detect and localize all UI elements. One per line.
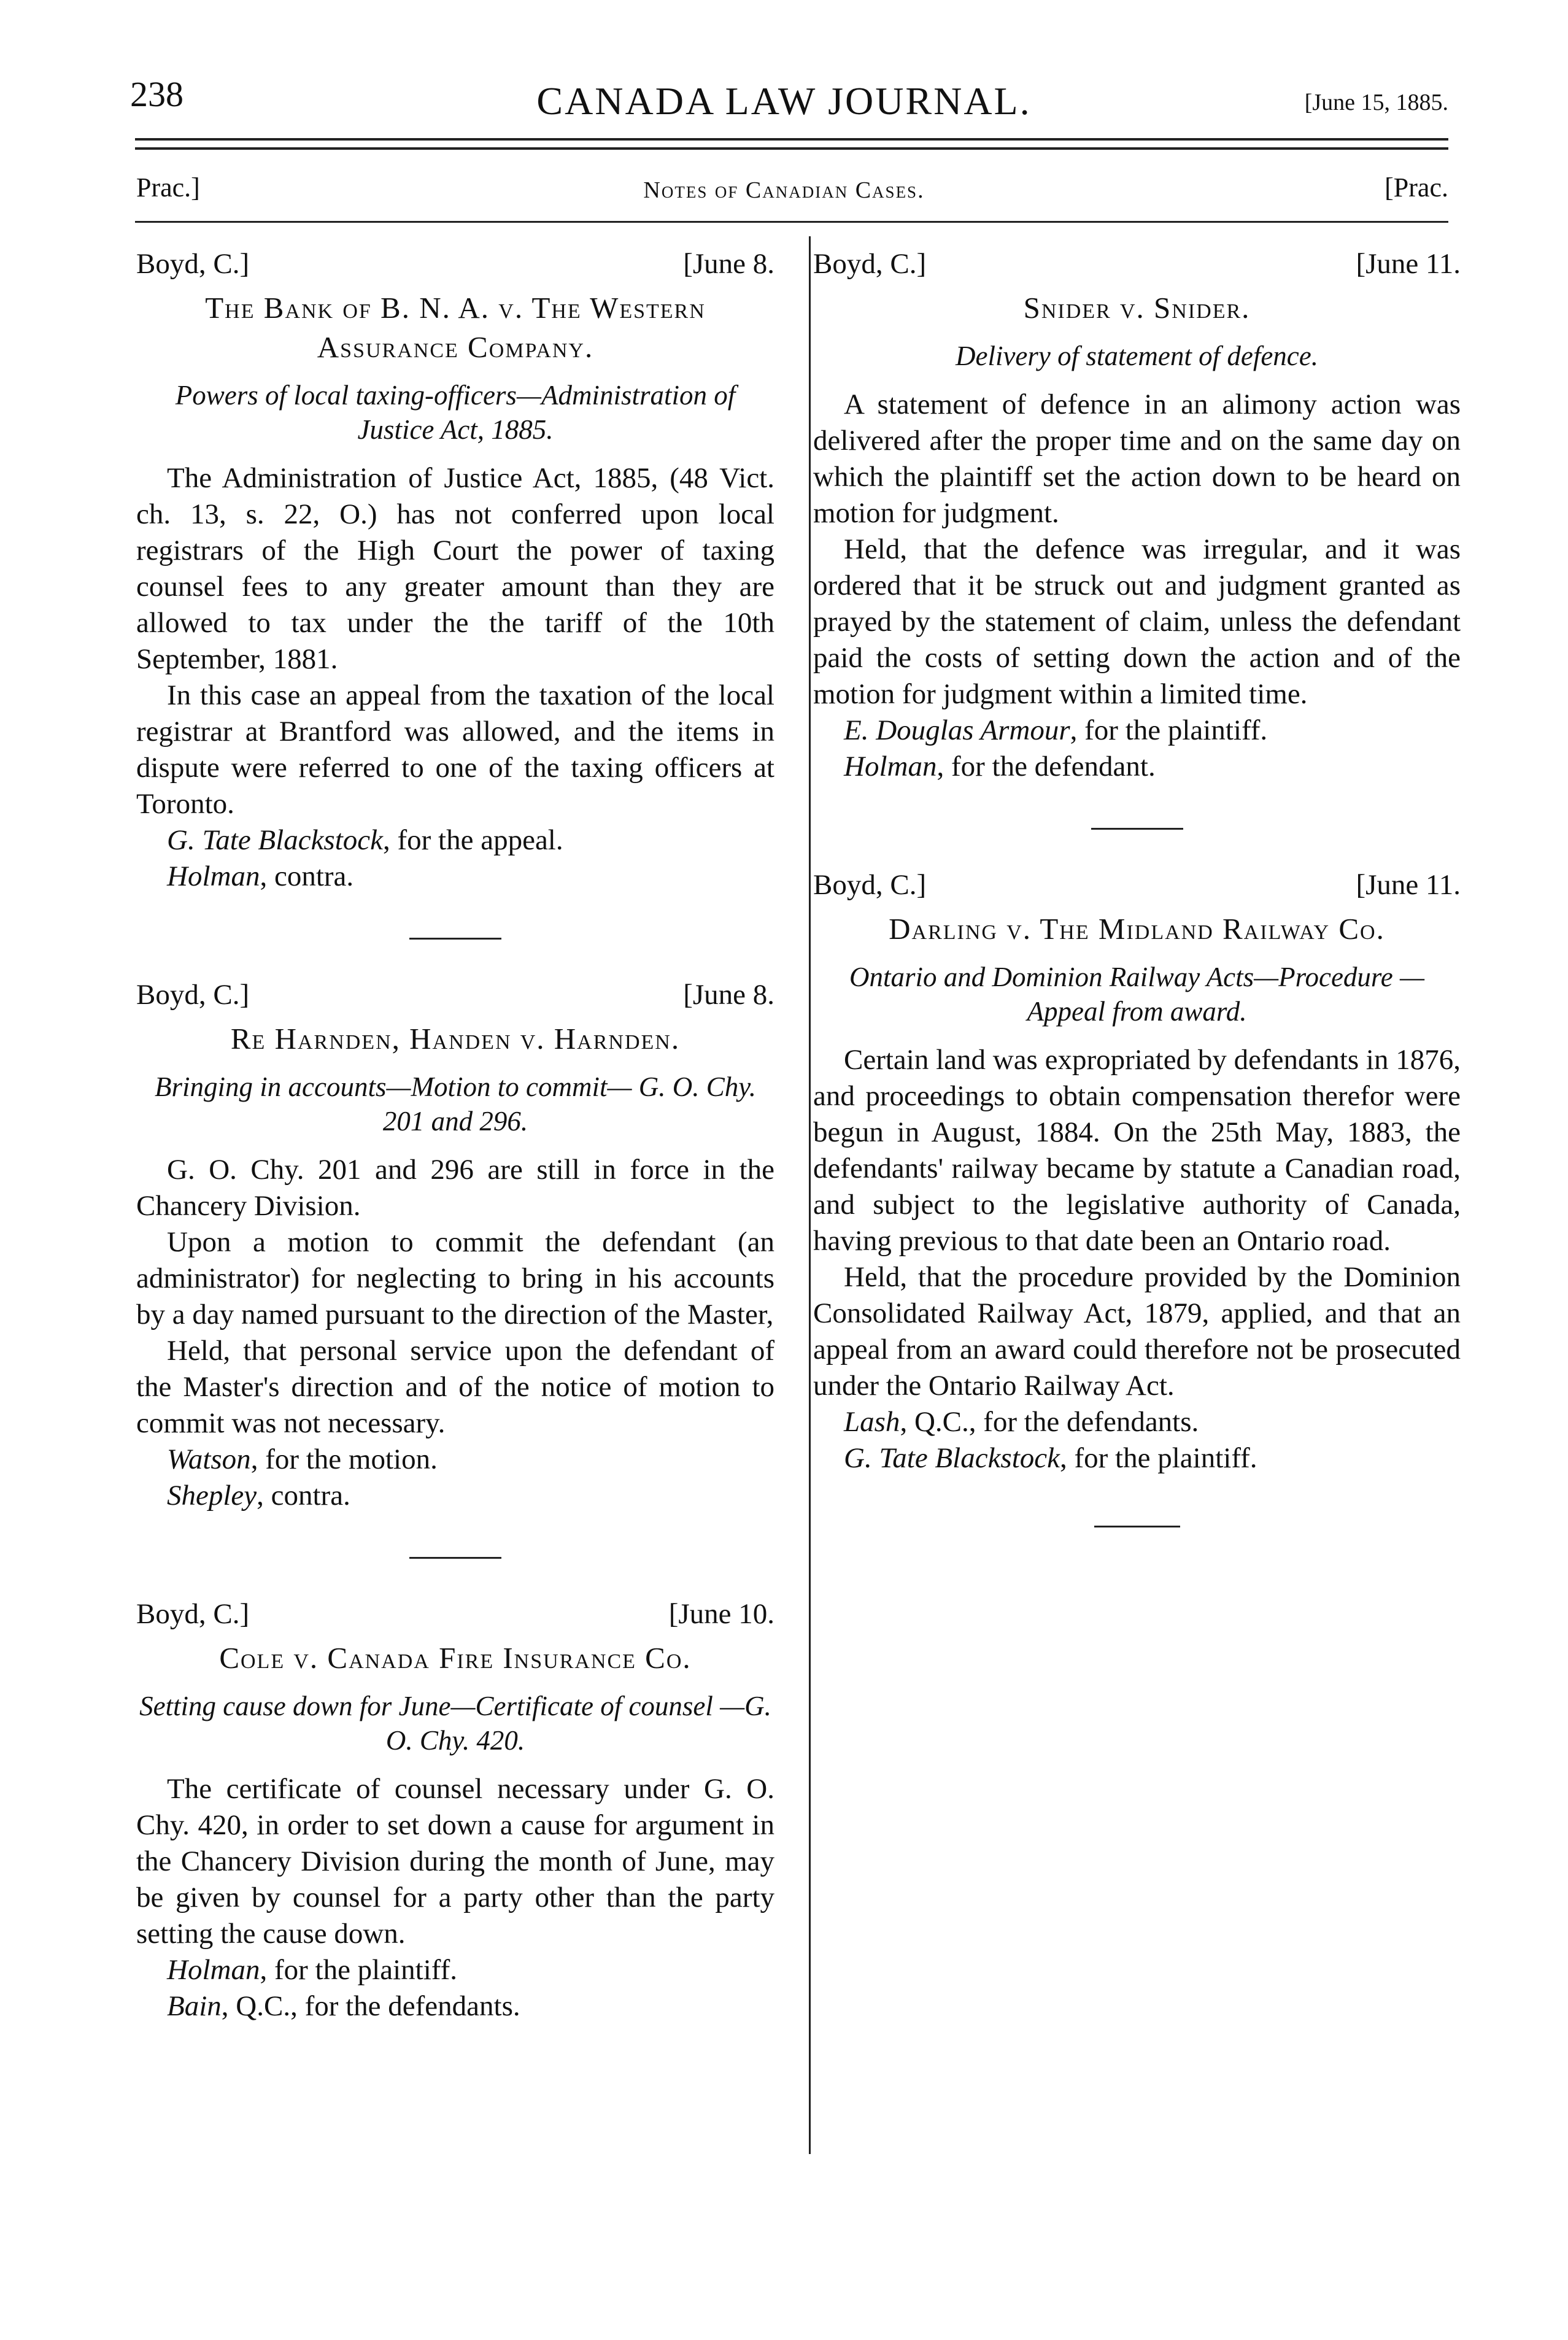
counsel-role: , for the plaintiff. xyxy=(1070,714,1268,746)
case-judge-row xyxy=(136,976,774,1013)
case-re-harnden xyxy=(136,976,774,1514)
counsel-line xyxy=(136,1952,774,1988)
case-title: Snider v. Snider. xyxy=(1023,291,1251,325)
counsel-name: Lash xyxy=(844,1406,900,1438)
counsel-line xyxy=(136,859,774,895)
counsel-name: Shepley xyxy=(167,1480,257,1512)
counsel-role: , for the motion. xyxy=(250,1443,438,1475)
case-date: [June 11. xyxy=(1356,869,1461,901)
case-title: Re Harnden, Handen v. Harnden. xyxy=(230,1022,681,1056)
case-judge-row xyxy=(813,867,1461,903)
case-headnote: Setting cause down for June—Certificate of counsel —G. O. Chy. 420. xyxy=(139,1691,771,1756)
counsel-name: Watson xyxy=(167,1443,251,1475)
counsel-line xyxy=(813,749,1461,785)
case-judge: Boyd, C.] xyxy=(813,869,927,901)
section-rule xyxy=(135,221,1448,223)
case-cole-v-canada-fire xyxy=(136,1596,774,2025)
case-title: The Bank of B. N. A. v. The Western Assurance Company. xyxy=(205,291,706,364)
counsel-name: E. Douglas Armour xyxy=(844,714,1070,746)
case-headnote: Powers of local taxing-officers—Administration of Justice Act, 1885. xyxy=(175,380,736,445)
case-judge: Boyd, C.] xyxy=(136,1598,250,1630)
header-rule-bottom xyxy=(135,147,1448,150)
case-judge: Boyd, C.] xyxy=(136,248,250,280)
case-headnote: Bringing in accounts—Motion to commit— G. O. Chy. 201 and 296. xyxy=(155,1072,756,1137)
case-darling-v-midland xyxy=(813,867,1461,1477)
case-snider-v-snider xyxy=(813,245,1461,785)
case-paragraph: The Administration of Justice Act, 1885, (48 Vict. ch. 13, s. 22, O.) has not conferred upon local registrars of the High Court the power of taxing counsel fees to any greater amount than they are allowed to tax under the the tariff of the 10th September, 1881. xyxy=(136,462,774,675)
case-paragraph: Held, that the defence was irregular, and it was ordered that it be struck out and judgment granted as prayed by the statement of claim, unless the defendant paid the costs of setting down the action and of the motion for judgment within a limited time. xyxy=(813,533,1461,710)
case-bank-v-western xyxy=(136,245,774,895)
section-label-right: [Prac. xyxy=(1385,172,1448,203)
counsel-line xyxy=(813,1440,1461,1477)
counsel-line xyxy=(136,1478,774,1514)
counsel-line xyxy=(813,712,1461,749)
case-title: Cole v. Canada Fire Insurance Co. xyxy=(219,1641,692,1675)
issue-date: [June 15, 1885. xyxy=(1304,90,1448,115)
counsel-role: , for the appeal. xyxy=(383,824,563,856)
case-paragraph: G. O. Chy. 201 and 296 are still in force in the Chancery Division. xyxy=(136,1154,774,1222)
counsel-role: , contra. xyxy=(257,1480,350,1512)
case-judge: Boyd, C.] xyxy=(136,979,250,1011)
section-label-left: Prac.] xyxy=(136,172,200,203)
case-paragraph: The certificate of counsel necessary under G. O. Chy. 420, in order to set down a cause for argument in the Chancery Division during the month of June, may be given by counsel for a party other than the party setting the cause down. xyxy=(136,1773,774,1950)
case-paragraph: Certain land was expropriated by defendants in 1876, and proceedings to obtain compensation therefor were begun in August, 1884. On the 25th May, 1883, the defendants' railway became by statute a Canadian road, and subject to the legislative authority of Canada, having previous to that date been an Ontario road. xyxy=(813,1044,1461,1257)
case-separator xyxy=(409,938,501,940)
counsel-line xyxy=(136,822,774,859)
counsel-role: , contra. xyxy=(260,860,354,892)
case-paragraph: Held, that the procedure provided by the Dominion Consolidated Railway Act, 1879, applied, and that an appeal from an award could therefore not be prosecuted under the Ontario Railway Act. xyxy=(813,1261,1461,1402)
case-judge-row xyxy=(136,1596,774,1632)
case-paragraph: Held, that personal service upon the defendant of the Master's direction and of the notice of motion to commit was not necessary. xyxy=(136,1335,774,1439)
left-column xyxy=(136,245,774,2025)
counsel-name: Holman xyxy=(844,751,937,782)
counsel-name: Holman xyxy=(167,860,260,892)
counsel-line xyxy=(813,1404,1461,1440)
case-paragraph: A statement of defence in an alimony action was delivered after the proper time and on the same day on which the plaintiff set the action down to be heard on motion for judgment. xyxy=(813,388,1461,529)
case-paragraph: Upon a motion to commit the defendant (an administrator) for neglecting to bring in his accounts by a day named pursuant to the direction of the Master, xyxy=(136,1226,774,1330)
header-rule-top xyxy=(135,138,1448,141)
counsel-name: Holman xyxy=(167,1954,260,1986)
counsel-role: , for the defendant. xyxy=(937,751,1156,782)
counsel-name: G. Tate Blackstock xyxy=(844,1442,1060,1474)
right-column xyxy=(813,245,1461,1527)
case-date: [June 11. xyxy=(1356,248,1461,280)
counsel-name: G. Tate Blackstock xyxy=(167,824,383,856)
counsel-line xyxy=(136,1442,774,1478)
end-separator xyxy=(1094,1526,1180,1527)
counsel-name: Bain xyxy=(167,1990,222,2022)
counsel-role: , for the plaintiff. xyxy=(260,1954,457,1986)
page-number: 238 xyxy=(130,74,183,114)
case-title: Darling v. The Midland Railway Co. xyxy=(889,912,1385,946)
counsel-role: , Q.C., for the defendants. xyxy=(221,1990,520,2022)
counsel-line xyxy=(136,1988,774,2025)
case-paragraph: In this case an appeal from the taxation of the local registrar at Brantford was allowed, and the items in dispute were referred to one of the taxing officers at Toronto. xyxy=(136,679,774,820)
case-headnote: Delivery of statement of defence. xyxy=(955,341,1319,371)
column-divider xyxy=(809,236,811,2154)
counsel-role: , for the plaintiff. xyxy=(1060,1442,1257,1474)
case-date: [June 8. xyxy=(683,248,774,280)
counsel-role: , Q.C., for the defendants. xyxy=(900,1406,1199,1438)
case-judge: Boyd, C.] xyxy=(813,248,927,280)
case-separator xyxy=(1091,828,1183,830)
case-judge-row xyxy=(813,245,1461,282)
journal-title: CANADA LAW JOURNAL. xyxy=(536,79,1032,123)
case-headnote: Ontario and Dominion Railway Acts—Procedure —Appeal from award. xyxy=(849,962,1425,1027)
case-separator xyxy=(409,1557,501,1559)
section-title: Notes of Canadian Cases. xyxy=(643,177,925,203)
case-judge-row xyxy=(136,245,774,282)
case-date: [June 10. xyxy=(668,1598,774,1630)
case-date: [June 8. xyxy=(683,979,774,1011)
